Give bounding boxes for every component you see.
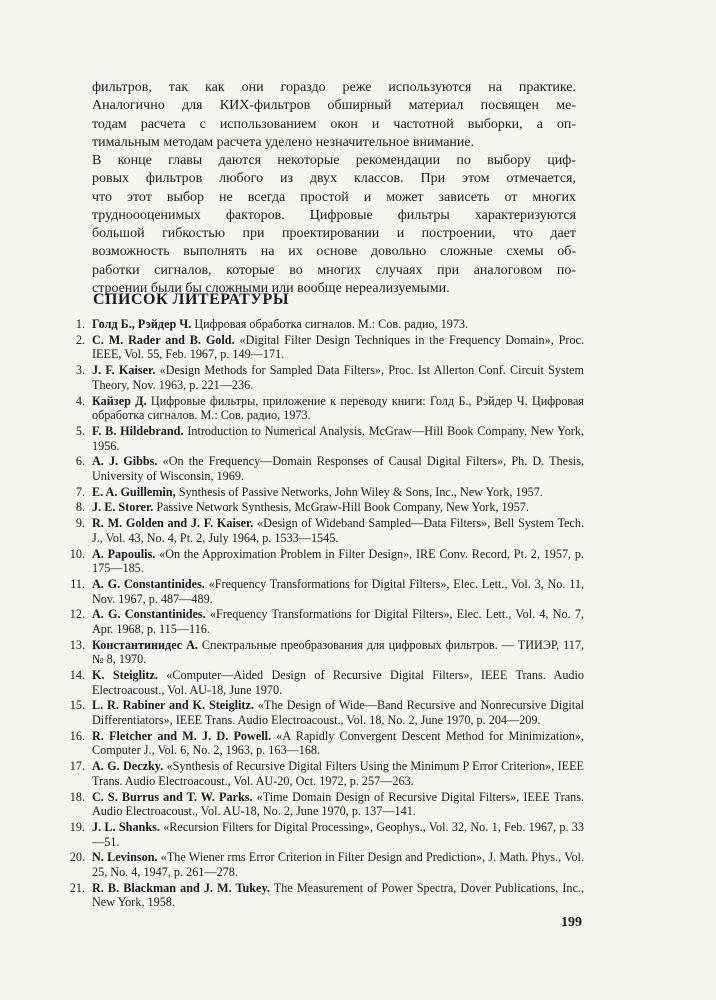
reference-number: 2. (75, 332, 85, 347)
reference-number: 20. (69, 850, 85, 865)
reference-text: Synthesis of Passive Networks, John Wiley & Sons, Inc., New York, 1957. (175, 484, 543, 499)
text-line: В конце главы даются некоторые рекомендации по выбору циф- (92, 153, 576, 168)
reference-number: 16. (69, 728, 85, 743)
reference-item (56, 485, 584, 500)
reference-item (56, 424, 584, 453)
reference-number: 6. (75, 454, 85, 469)
reference-number: 13. (69, 637, 85, 652)
reference-authors: K. Steiglitz. (92, 668, 158, 683)
reference-item (56, 333, 584, 362)
reference-authors: J. L. Shanks. (92, 819, 160, 834)
reference-authors: R. M. Golden and J. F. Kaiser. (92, 516, 254, 531)
reference-text: «On the Approximation Problem in Filter Design», IRE Conv. Record, Pt. 2, 1957, p. 175—185. (92, 546, 584, 576)
reference-item (56, 790, 584, 819)
reference-number: 4. (75, 393, 85, 408)
reference-item (56, 577, 584, 606)
reference-item (56, 729, 584, 758)
reference-item (56, 759, 584, 788)
reference-authors: A. G. Deczky. (92, 759, 164, 774)
text-line: строении были бы сложными или вообще нереализуемыми. (92, 281, 450, 297)
reference-number: 7. (75, 484, 85, 499)
reference-text: «The Design of Wide—Band Recursive and Nonrecursive Digital Differentiators», IEEE Trans. Audio Electroacoust., Vol. 18, No. 2, June 1970, p. 204—209. (92, 698, 584, 728)
reference-number: 18. (69, 789, 85, 804)
reference-text: The Measurement of Power Spectra, Dover Publications, Inc., New York, 1958. (92, 880, 584, 910)
reference-item (56, 317, 584, 332)
text-line: что этот выбор не всегда простой и может зависеть от многих (92, 189, 576, 205)
reference-text: Спектральные преобразования для цифровых фильтров. — ТИИЭР, 117, № 8, 1970. (92, 637, 584, 667)
text-line: тимальным методам расчета уделено незначительное внимание. (92, 134, 475, 150)
text-line: трудноооценимых факторов. Цифровые фильтры характеризуются (92, 207, 576, 223)
reference-number: 3. (75, 363, 85, 378)
reference-authors: R. Fletcher and M. J. D. Powell. (92, 728, 272, 743)
reference-item (56, 820, 584, 849)
reference-authors: R. B. Blackman and J. M. Tukey. (92, 880, 270, 895)
reference-text: Introduction to Numerical Analysis, McGraw—Hill Book Company, New York, 1956. (92, 423, 584, 453)
text-line: работки сигналов, которые во многих случаях при аналоговом по- (92, 262, 576, 278)
reference-item (56, 454, 584, 483)
reference-text: «Design of Wideband Sampled—Data Filters», Bell System Tech. J., Vol. 43, No. 4, Pt. 2, July 1964, p. 1533—1545. (92, 516, 584, 545)
reference-authors: L. R. Rabiner and K. Steiglitz. (92, 698, 254, 713)
text-line: тодам расчета с использованием окон и частотной выборки, а оп- (92, 116, 576, 132)
reference-number: 5. (75, 423, 85, 438)
reference-authors: Кайзер Д. (92, 393, 147, 408)
reference-item (56, 363, 584, 392)
reference-text: «A Rapidly Convergent Descent Method for Minimization», Computer J., Vol. 6, No. 2, 1963, p. 163—168. (92, 728, 584, 758)
reference-authors: C. S. Burrus and T. W. Parks. (92, 789, 253, 804)
reference-item (56, 500, 584, 515)
reference-item (56, 850, 584, 879)
reference-authors: E. A. Guillemin, (92, 484, 176, 499)
reference-item (56, 698, 584, 727)
reference-authors: C. M. Rader and B. Gold. (92, 332, 235, 347)
reference-authors: Голд Б., Рэйдер Ч. (92, 317, 192, 331)
reference-authors: F. B. Hildebrand. (92, 423, 184, 438)
reference-text: «Computer—Aided Design of Recursive Digital Filters», IEEE Trans. Audio Electroacoust., Vol. AU-18, June 1970. (92, 668, 584, 697)
reference-item (56, 881, 584, 910)
reference-item (56, 394, 584, 423)
reference-authors: J. F. Kaiser. (92, 363, 156, 378)
reference-number: 19. (69, 819, 85, 834)
reference-authors: A. J. Gibbs. (92, 454, 158, 469)
reference-number: 8. (75, 500, 85, 515)
reference-number: 11. (70, 576, 85, 591)
reference-text: «The Wiener rms Error Criterion in Filter Design and Prediction», J. Math. Phys., Vol. 25, No. 4, 1947, p. 261—278. (92, 850, 584, 879)
bibliography-heading: СПИСОК ЛИТЕРАТУРЫ (93, 291, 290, 308)
reference-text: «Time Domain Design of Recursive Digital Filters», IEEE Trans. Audio Electroacoust., Vol. AU-18, No. 2, June 1970, p. 137—141. (92, 789, 584, 819)
reference-text: Цифровые фильтры, приложение к переводу книги: Голд Б., Рэйдер Ч. Цифровая обработка сигналов. М.: Сов. радио, 1973. (92, 393, 584, 423)
text-line: Аналогично для КИХ-фильтров обширный материал посвящен ме- (92, 98, 576, 114)
reference-authors: A. Papoulis. (92, 546, 156, 561)
reference-text: «Frequency Transformations for Digital Filters», Elec. Lett., Vol. 3, No. 11, Nov. 1967, p. 487—489. (92, 576, 584, 606)
reference-authors: N. Levinson. (92, 850, 158, 865)
reference-item (56, 668, 584, 697)
reference-item (56, 638, 584, 667)
reference-number: 15. (69, 698, 85, 713)
reference-authors: A. G. Constantinides. (92, 607, 206, 622)
reference-authors: A. G. Constantinides. (92, 576, 205, 591)
text-line: фильтров, так как они гораздо реже используются на практике. (92, 80, 576, 95)
text-line: ровых фильтров любого из двух классов. При этом отмечается, (92, 171, 576, 187)
reference-item (56, 607, 584, 636)
text-line: возможность выполнять на их основе довольно сложные схемы об- (92, 244, 576, 260)
text-line: большой гибкостью при проектировании и построении, что дает (92, 226, 576, 242)
reference-number: 21. (69, 880, 85, 895)
reference-text: Passive Network Synthesis, McGraw-Hill Book Company, New York, 1957. (153, 500, 529, 515)
reference-text: «Synthesis of Recursive Digital Filters Using the Minimum P Error Criterion», IEEE Trans. Audio Electroacoust., Vol. AU-20, Oct. 1972, p. 257—263. (92, 759, 584, 788)
reference-number: 12. (69, 607, 85, 622)
reference-number: 1. (75, 317, 85, 331)
reference-number: 17. (69, 759, 85, 774)
intro-paragraph (92, 79, 576, 152)
conclusion-paragraph (92, 152, 576, 298)
reference-text: Цифровая обработка сигналов. М.: Сов. радио, 1973. (191, 317, 469, 331)
reference-text: «Design Methods for Sampled Data Filters», Proc. Ist Allerton Conf. Circuit System Theory, Nov. 1963, p. 221—236. (92, 363, 585, 392)
reference-text: «Frequency Transformations for Digital Filters», Elec. Lett., Vol. 4, No. 7, Apr. 1968, p. 115—116. (92, 607, 584, 636)
reference-text: «On the Frequency—Domain Responses of Causal Digital Filters», Ph. D. Thesis, University of Wisconsin, 1969. (92, 454, 584, 483)
reference-number: 14. (69, 668, 85, 683)
reference-text: «Recursion Filters for Digital Processing», Geophys., Vol. 32, No. 1, Feb. 1967, p. 33—51. (92, 819, 584, 849)
reference-number: 10. (69, 546, 85, 561)
reference-authors: J. E. Storer. (92, 500, 154, 515)
reference-number: 9. (75, 516, 85, 531)
reference-text: «Digital Filter Design Techniques in the Frequency Domain», Proc. IEEE, Vol. 55, Feb. 1967, p. 149—171. (92, 332, 584, 362)
reference-item (56, 516, 584, 545)
reference-authors: Константинидес А. (92, 637, 198, 652)
reference-item (56, 547, 584, 576)
page-number: 199 (561, 915, 582, 930)
reference-list (56, 317, 584, 911)
